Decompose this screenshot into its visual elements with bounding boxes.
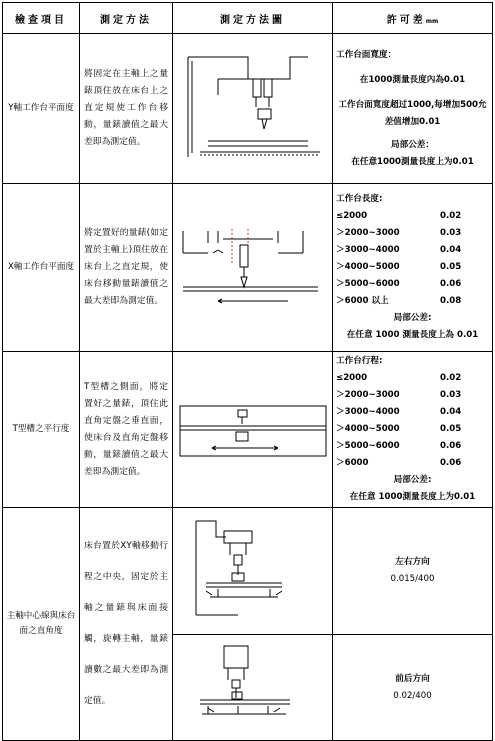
tol-local: 在任意 1000測量長度上为0.01 xyxy=(349,492,476,502)
tolerance-cell xyxy=(333,508,493,635)
tol-line: 在1000測量長度內為0.01 xyxy=(359,74,466,85)
diagram-cell xyxy=(173,352,333,508)
tol-local: 在任意 1000 測量長度上為 0.01 xyxy=(346,330,479,340)
tol-title: 工作台面寬度： xyxy=(336,49,397,60)
x-flatness-diagram xyxy=(178,225,328,311)
tolerance-cell xyxy=(333,34,493,184)
header-item: 檢查項目 xyxy=(3,3,80,34)
list-item: ＞5000~6000 0.06 xyxy=(336,279,462,289)
method-cell: 將固定在主軸上之量錶頂住放在床台上之直定規使工作台移動，量錶讀值之最大差即為測定值。 xyxy=(80,34,173,184)
t-slot-diagram xyxy=(178,402,328,458)
header-method: 測定方法 xyxy=(80,3,173,34)
diagram-cell xyxy=(173,508,333,635)
method-cell: 將定置好的量錶(如定置於主軸上)頂住放在床台上之直定規，使床台移動量錶讀值之最大差即為測定值。 xyxy=(80,184,173,352)
inspection-table xyxy=(2,2,493,741)
table-row xyxy=(3,184,493,352)
table-row xyxy=(3,352,493,508)
item-cell: X軸工作台平面度 xyxy=(3,184,80,352)
list-item: ＞2000~3000 0.03 xyxy=(336,228,462,238)
tol-value: 0.02/400 xyxy=(393,690,432,701)
table-row xyxy=(3,508,493,635)
tolerance-cell xyxy=(333,635,493,741)
list-item: ＞3000~4000 0.04 xyxy=(336,245,462,255)
list-item: ＞6000 0.06 xyxy=(336,458,462,468)
tol-local: 在任意1000測量長度上为0.01 xyxy=(351,156,474,167)
table-row xyxy=(3,34,493,184)
diagram-cell xyxy=(173,34,333,184)
item-cell: T型槽之平行度 xyxy=(3,352,80,508)
tol-local-title: 局部公差: xyxy=(393,475,432,485)
diagram-cell xyxy=(173,635,333,741)
header-tolerance: 許可差mm xyxy=(333,3,493,34)
tol-title: 前后方向 xyxy=(395,673,430,684)
tolerance-cell xyxy=(333,352,493,508)
tol-title: 工作台行程: xyxy=(336,356,383,366)
y-flatness-diagram xyxy=(178,49,328,169)
tol-local-title: 局部公差: xyxy=(393,313,432,323)
list-item: ≤2000 0.02 xyxy=(336,373,462,383)
list-item: ＞4000~5000 0.05 xyxy=(336,424,462,434)
item-cell: Y軸工作台平面度 xyxy=(3,34,80,184)
list-item: ＞3000~4000 0.04 xyxy=(336,407,462,417)
tol-title: 左右方向 xyxy=(395,557,430,567)
list-item: ≤2000 0.02 xyxy=(336,211,462,221)
tol-local-title: 局部公差： xyxy=(391,139,434,150)
list-item: ＞6000 以上 0.08 xyxy=(336,296,462,306)
tol-title: 工作台長度: xyxy=(336,194,383,204)
method-cell: T型槽之側面，將定置好之量錶，頂住此直角定盤之垂直面，使床台及直角定盤移動，量錶讀值之最大差即為測定值。 xyxy=(80,352,173,508)
tol-line: 工作台面寬度超过1000,每增加500允差值增加0.01 xyxy=(338,99,487,127)
perpendicular-fb-diagram xyxy=(178,640,328,736)
tolerance-cell xyxy=(333,184,493,352)
list-item: ＞4000~5000 0.05 xyxy=(336,262,462,272)
list-item: ＞2000~3000 0.03 xyxy=(336,390,462,400)
tol-value: 0.015/400 xyxy=(390,574,435,584)
header-diagram: 測定方法圖 xyxy=(173,3,333,34)
item-cell: 主軸中心線與床台面之直角度 xyxy=(3,508,80,741)
diagram-cell xyxy=(173,184,333,352)
unit-label: mm xyxy=(425,17,439,25)
list-item: ＞5000~6000 0.06 xyxy=(336,441,462,451)
method-cell: 床台置於XY軸移動行程之中央，固定於主軸之量錶與床面接觸，旋轉主軸，量錶讀數之最大差即為測定值。 xyxy=(80,508,173,741)
perpendicular-lr-diagram xyxy=(178,515,328,627)
header-row xyxy=(3,3,493,34)
